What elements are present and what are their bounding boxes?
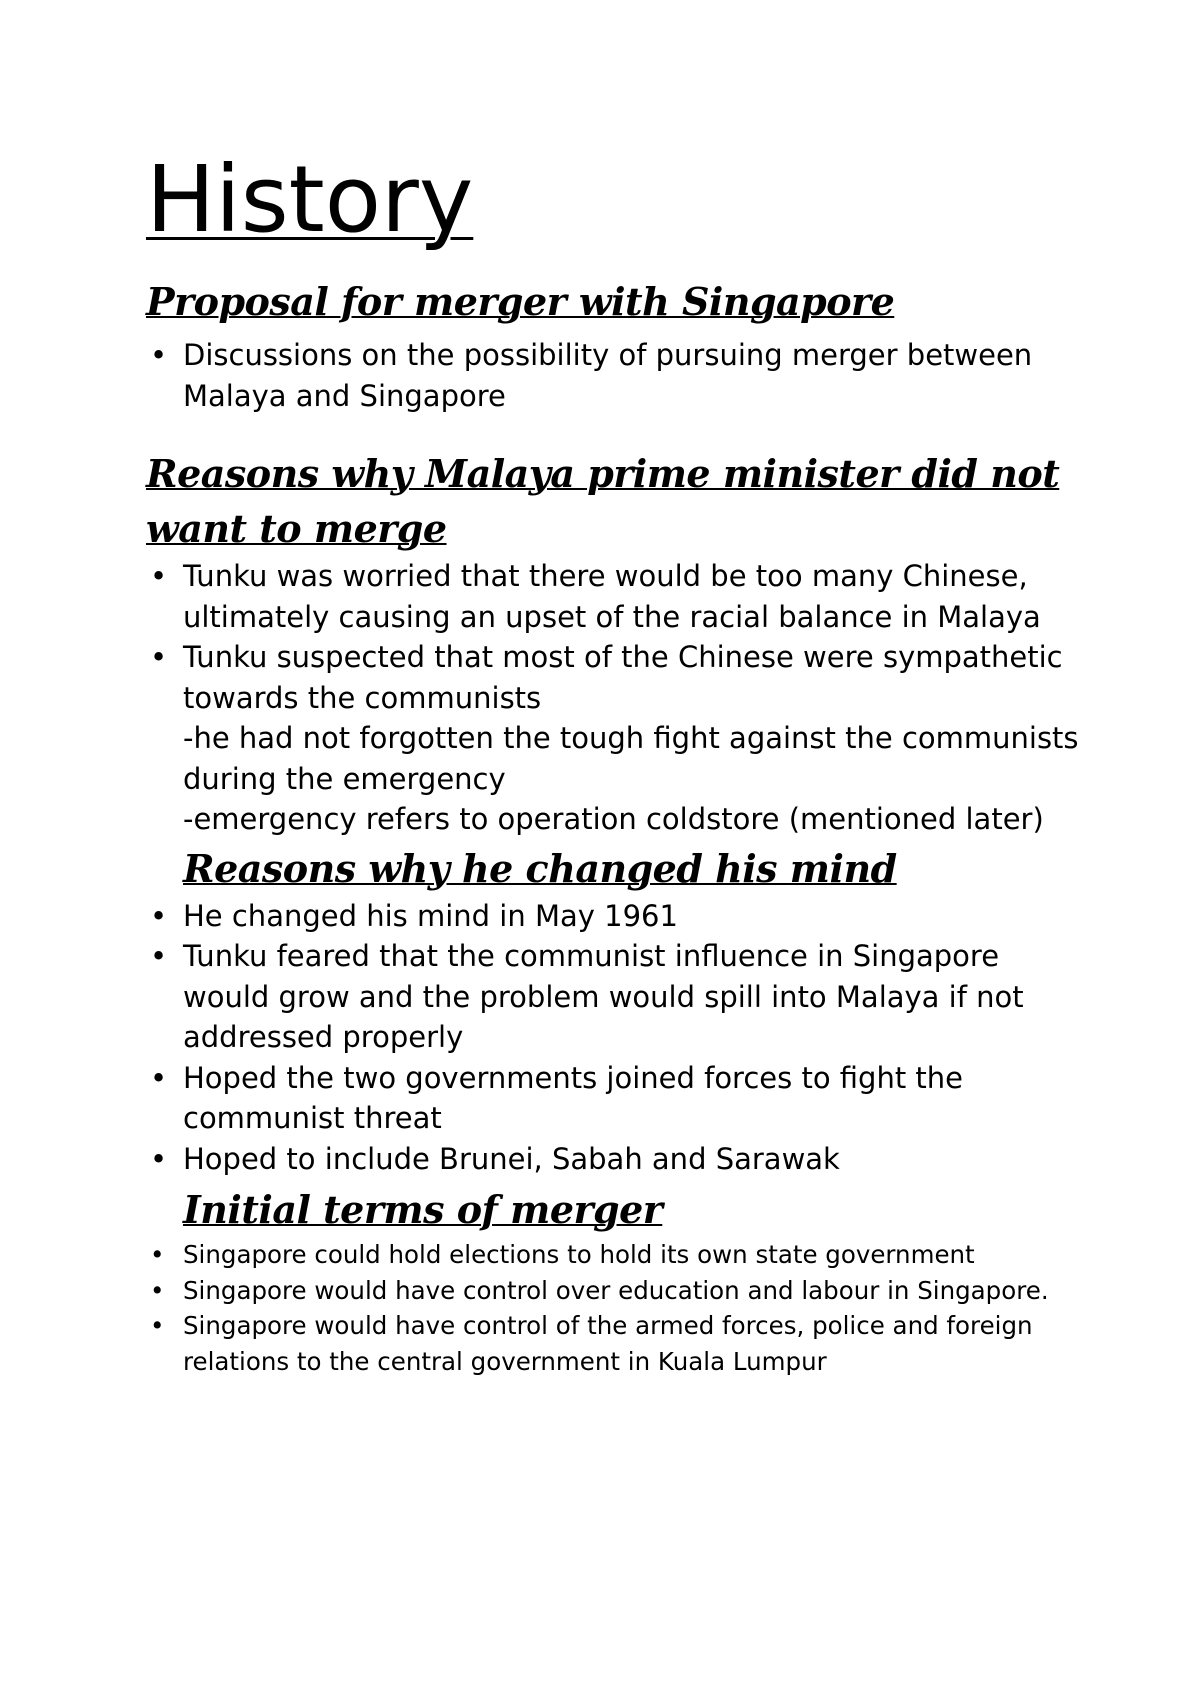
bullet-list-changed-mind (146, 896, 1086, 1180)
list-item (146, 1139, 1086, 1180)
list-item (146, 1273, 1086, 1309)
list-item-text: Tunku feared that the communist influence in Singapore would grow and the problem would spill into Malaya if not addressed properly (183, 939, 1024, 1054)
bullet-list-proposal (146, 335, 1086, 416)
bullet-icon: • (150, 559, 168, 593)
list-item-note: -he had not forgotten the tough fight against the communists during the emergency (183, 721, 1079, 796)
list-item (146, 896, 1086, 937)
bullet-icon: • (150, 338, 168, 372)
section-heading-reasons-not-merge: Reasons why Malaya prime minister did not want to merge (146, 451, 1060, 551)
bullet-icon: • (150, 939, 168, 973)
bullet-icon: • (150, 1240, 165, 1269)
list-item (146, 637, 1086, 840)
section-heading-changed-mind: Reasons why he changed his mind (183, 845, 897, 891)
list-item (146, 1058, 1086, 1139)
list-item (146, 556, 1086, 637)
bullet-icon: • (150, 640, 168, 674)
list-item-note: -emergency refers to operation coldstore (mentioned later) (183, 802, 1044, 836)
list-item-text: Hoped to include Brunei, Sabah and Sarawak (183, 1141, 840, 1176)
list-item-text: Discussions on the possibility of pursuing merger between Malaya and Singapore (183, 338, 1033, 413)
bullet-icon: • (150, 1060, 168, 1095)
document-page (146, 146, 1086, 1379)
list-item-text: Singapore would have control over education and labour in Singapore. (183, 1275, 1049, 1305)
list-item-text: Tunku suspected that most of the Chinese were sympathetic towards the communists (183, 640, 1063, 715)
list-item (146, 1237, 1086, 1273)
list-item-text: Singapore would have control of the armed forces, police and foreign relations to the central government in Kuala Lumpur (183, 1311, 1033, 1376)
section-heading-initial-terms: Initial terms of merger (183, 1187, 663, 1232)
list-item (146, 936, 1086, 1058)
section-heading-proposal: Proposal for merger with Singapore (146, 279, 895, 324)
bullet-icon: • (150, 898, 168, 933)
bullet-list-initial-terms (146, 1237, 1086, 1379)
bullet-icon: • (150, 1311, 165, 1340)
bullet-icon: • (150, 1275, 165, 1305)
list-item-text: Hoped the two governments joined forces to fight the communist threat (183, 1060, 964, 1135)
list-item-text: Tunku was worried that there would be too many Chinese, ultimately causing an upset of the racial balance in Malaya (183, 559, 1041, 634)
list-item (146, 335, 1086, 416)
list-item-text: He changed his mind in May 1961 (183, 898, 678, 933)
bullet-list-reasons-not-merge (146, 556, 1086, 840)
list-item (146, 1308, 1086, 1379)
page-title: History (146, 146, 474, 253)
bullet-icon: • (150, 1141, 168, 1176)
list-item-text: Singapore could hold elections to hold its own state government (183, 1240, 975, 1269)
